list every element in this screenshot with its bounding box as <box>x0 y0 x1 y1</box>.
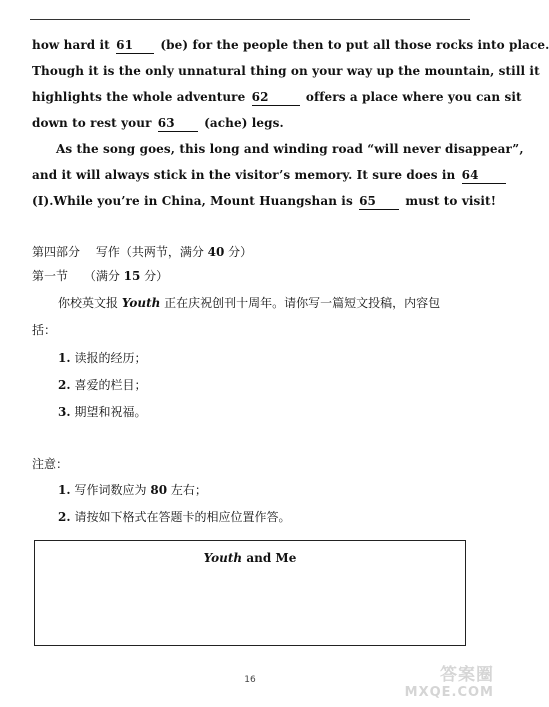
answer-box-title <box>35 551 465 565</box>
note-item <box>58 509 291 525</box>
item-number: 1. <box>58 351 71 365</box>
item-number: 2. <box>58 378 71 392</box>
score-number: 40 <box>207 245 225 259</box>
item-text: 期望和祝福。 <box>74 405 147 419</box>
passage-line <box>32 110 472 136</box>
text-span: 你校英文报 <box>58 296 122 310</box>
newspaper-name: Youth <box>203 551 243 565</box>
content-item <box>58 350 147 366</box>
text-span: (ache) legs. <box>204 116 284 130</box>
part4-heading <box>32 244 252 260</box>
watermark-url: MXQE.COM <box>404 685 494 700</box>
score-number: 15 <box>123 269 141 283</box>
section1-heading <box>32 268 168 284</box>
blank-65: 65 <box>359 194 399 210</box>
passage-line <box>32 162 479 188</box>
text-span: and it will always stick in the visitor’s memory. It sure does in <box>32 168 456 182</box>
text-span: Though it is the only unnatural thing on your way up the mountain, still it <box>32 64 540 78</box>
top-rule <box>30 19 470 20</box>
writing-prompt <box>58 295 440 311</box>
text-span: 分） <box>224 245 253 259</box>
passage-paragraph-1 <box>32 32 549 136</box>
note-text: 左右； <box>167 483 207 497</box>
writing-prompt-continuation: 括： <box>32 323 57 337</box>
blank-63: 63 <box>158 116 198 132</box>
notes-label: 注意： <box>32 457 69 471</box>
text-span: offers a place where you can sit <box>305 90 522 104</box>
content-item <box>58 404 147 420</box>
word-count: 80 <box>150 483 168 497</box>
text-span: must to visit! <box>405 194 497 208</box>
watermark-logo <box>376 665 494 703</box>
text-span: 第一节 （满分 <box>32 269 124 283</box>
passage-line <box>32 188 497 214</box>
note-number: 2. <box>58 510 71 524</box>
text-span: 第四部分 写作（共两节，满分 <box>32 245 208 259</box>
text-span: (be) for the people then to put all those rocks into place. <box>160 38 549 52</box>
item-text: 读报的经历； <box>74 351 147 365</box>
text-span: how hard it <box>32 38 110 52</box>
watermark-text: 答案圈 <box>440 665 494 685</box>
text-span: (I).While you’re in China, Mount Huangshan is <box>32 194 353 208</box>
content-item <box>58 377 147 393</box>
passage-line <box>32 58 540 84</box>
blank-64: 64 <box>462 168 506 184</box>
passage-line <box>32 84 522 110</box>
passage-line <box>32 136 524 162</box>
item-text: 喜爱的栏目； <box>74 378 147 392</box>
blank-62: 62 <box>252 90 300 106</box>
page-number: 16 <box>244 675 256 685</box>
text-span: and Me <box>242 551 297 565</box>
newspaper-name: Youth <box>121 296 161 310</box>
text-span: As the song goes, this long and winding road “will never disappear”, <box>56 142 524 156</box>
passage-paragraph-2 <box>32 136 524 214</box>
note-text: 请按如下格式在答题卡的相应位置作答。 <box>74 510 291 524</box>
text-span: 分） <box>140 269 169 283</box>
item-number: 3. <box>58 405 71 419</box>
text-span: highlights the whole adventure <box>32 90 246 104</box>
answer-box <box>34 540 466 646</box>
text-span: 正在庆祝创刊十周年。请你写一篇短文投稿，内容包 <box>160 296 441 310</box>
note-text: 写作词数应为 <box>74 483 151 497</box>
note-item <box>58 482 207 498</box>
text-span: down to rest your <box>32 116 152 130</box>
note-number: 1. <box>58 483 71 497</box>
passage-line <box>32 32 549 58</box>
blank-61: 61 <box>116 38 154 54</box>
